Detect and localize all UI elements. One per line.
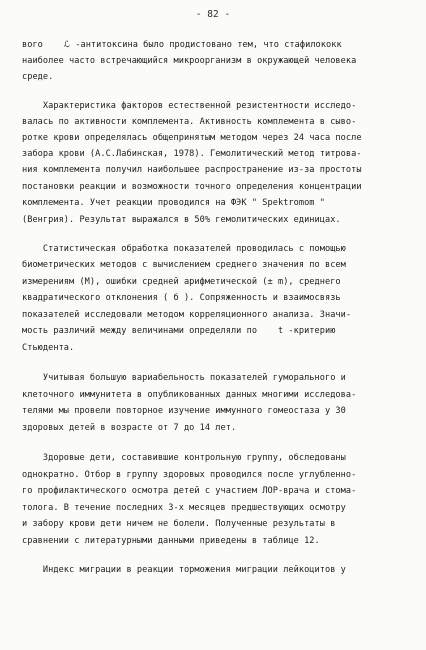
- text-line: Здоровые дети, составившие контрольную группу, обследованы: [22, 453, 346, 463]
- text-line: мость различий между величинами определяли по t -критерию: [22, 326, 336, 336]
- text-line: биометрических методов с вычислением среднего значения по всем: [22, 260, 346, 270]
- text-line: Учитывая большую вариабельность показателей гуморального и: [22, 373, 346, 383]
- text-line: Статистическая обработка показателей проводилась с помощью: [22, 244, 346, 254]
- text-line: показателей исследовали методом корреляционного анализа. Значи-: [22, 310, 352, 320]
- text-line: клеточного иммунитета в опубликованных данных многими исследова-: [22, 390, 357, 400]
- text-line: комплемента. Учет реакции проводился на ФЭК " Spektromom ": [22, 198, 325, 208]
- text-line: постановки реакции и возможности точного определения концентрации: [22, 182, 362, 192]
- text-line: среде.: [22, 72, 54, 82]
- text-line: ния комплемента получил наибольшее распространение из-за простоты: [22, 165, 362, 175]
- text-line: сравнении с литературными данными приведены в таблице 12.: [22, 536, 320, 546]
- text-line: Стьюдента.: [22, 343, 75, 353]
- text-line: квадратического отклонения ( б ). Сопряженность и взаимосвязь: [22, 293, 341, 303]
- text-line: го профилактического осмотра детей с участием ЛОР-врача и стома-: [22, 486, 357, 496]
- text-line: однократно. Отбор в группу здоровых проводился после углубленно-: [22, 470, 357, 480]
- text-line: вого ℒ -антитоксина было продистовано тем, что стафилококк: [22, 40, 342, 50]
- text-line: измерениям (М), ошибки средней арифметической (± m), среднего: [22, 277, 341, 287]
- text-line: Характеристика факторов естественной резистентности исследо-: [22, 101, 357, 111]
- text-line: ротке крови определялась общепринятым методом через 24 часа после: [22, 133, 362, 143]
- text-line: толога. В течение последних 3-х месяцев предшествующих осмотру: [22, 503, 346, 513]
- text-line: наиболее часто встречающийся микроорганизм в окружающей человека: [22, 56, 357, 66]
- text-line: и забору крови дети ничем не болели. Полученные результаты в: [22, 519, 336, 529]
- text-line: забора крови (А.С.Лабинская, 1978). Гемолитический метод титрова-: [22, 149, 362, 159]
- text-line: телями мы провели повторное изучение иммунного гомеостаза у 30: [22, 406, 346, 416]
- page-number: - 82 -: [195, 9, 231, 20]
- text-line: (Венгрия). Результат выражался в 50% гемолитических единицах.: [22, 215, 341, 225]
- text-line: Индекс миграции в реакции торможения миграции лейкоцитов у: [22, 565, 346, 575]
- text-line: здоровых детей в возрасте от 7 до 14 лет.: [22, 423, 237, 433]
- text-line: валась по активности комплемента. Активность комплемента в сыво-: [22, 117, 357, 127]
